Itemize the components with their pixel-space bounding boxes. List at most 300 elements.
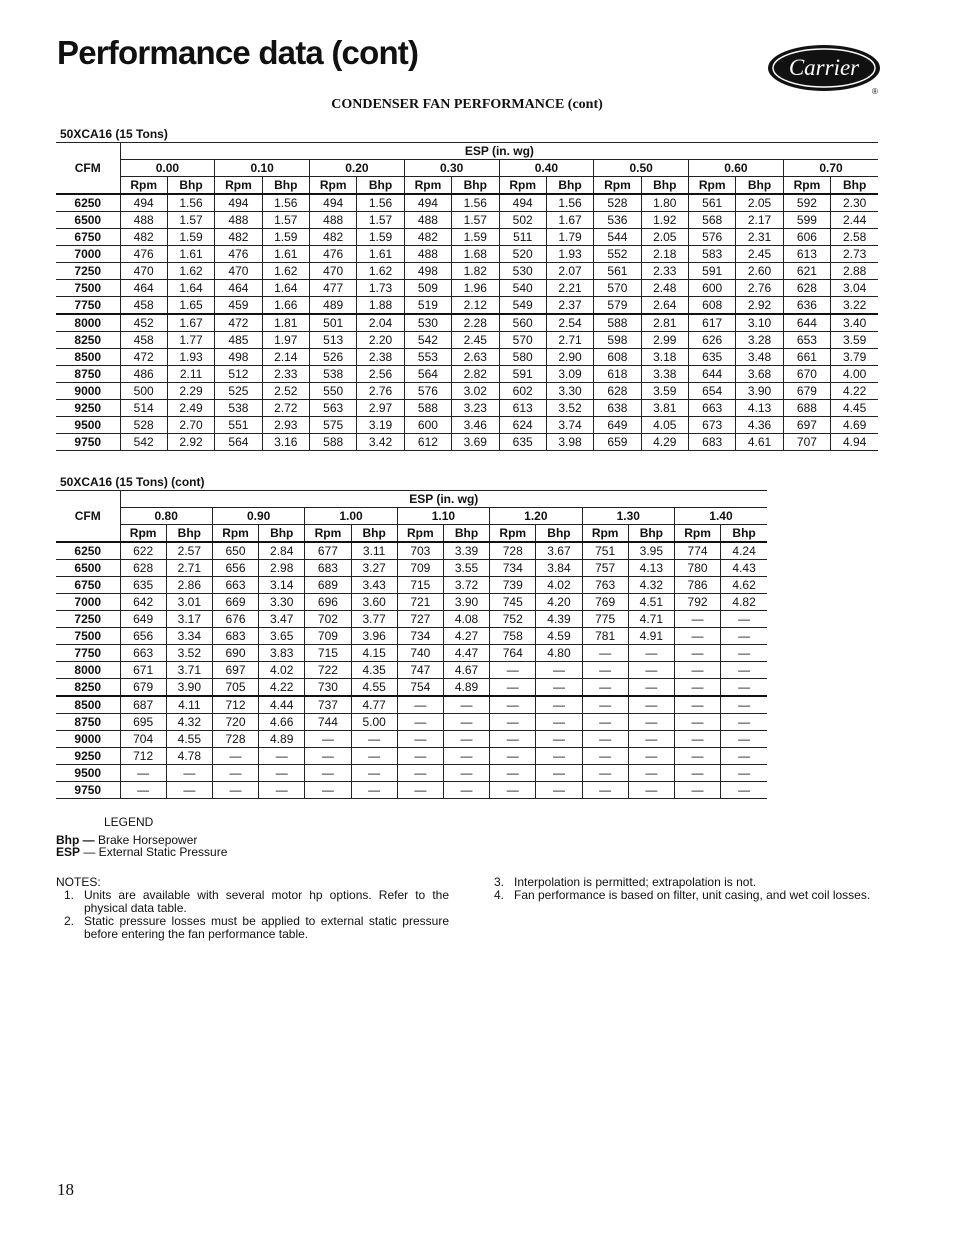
rpm-cell: 591 xyxy=(499,366,546,383)
rpm-cell: 570 xyxy=(594,280,641,297)
rpm-cell: 498 xyxy=(404,263,451,280)
rpm-header: Rpm xyxy=(689,177,736,195)
bhp-cell: 2.88 xyxy=(831,263,879,280)
bhp-cell: 3.47 xyxy=(259,611,305,628)
rpm-cell: 671 xyxy=(120,662,166,679)
rpm-cell: 561 xyxy=(594,263,641,280)
bhp-cell: 4.45 xyxy=(831,400,879,417)
rpm-cell: 775 xyxy=(582,611,628,628)
rpm-cell: 697 xyxy=(212,662,258,679)
rpm-cell: 552 xyxy=(594,246,641,263)
bhp-cell: 3.30 xyxy=(259,594,305,611)
bhp-cell: 2.45 xyxy=(736,246,783,263)
bhp-cell: 2.86 xyxy=(166,577,212,594)
rpm-cell: — xyxy=(674,662,720,679)
rpm-cell: 737 xyxy=(305,696,351,714)
rpm-cell: 489 xyxy=(310,297,357,315)
rpm-cell: 482 xyxy=(404,229,451,246)
rpm-cell: 739 xyxy=(490,577,536,594)
rpm-cell: 494 xyxy=(120,194,167,212)
fan-performance-table-1 xyxy=(56,126,878,451)
cfm-cell: 8750 xyxy=(56,366,120,383)
bhp-cell: 1.56 xyxy=(262,194,309,212)
bhp-cell: 4.66 xyxy=(259,714,305,731)
bhp-cell: 4.32 xyxy=(628,577,674,594)
esp-value-header: 0.80 xyxy=(120,508,212,525)
rpm-cell: 644 xyxy=(689,366,736,383)
rpm-cell: 476 xyxy=(120,246,167,263)
rpm-header: Rpm xyxy=(305,525,351,543)
bhp-cell: — xyxy=(721,662,767,679)
rpm-header: Rpm xyxy=(594,177,641,195)
bhp-header: Bhp xyxy=(641,177,688,195)
cfm-cell: 6500 xyxy=(56,560,120,577)
bhp-cell: 2.93 xyxy=(262,417,309,434)
rpm-cell: 568 xyxy=(689,212,736,229)
rpm-cell: 472 xyxy=(120,349,167,366)
bhp-cell: 1.62 xyxy=(262,263,309,280)
rpm-cell: 704 xyxy=(120,731,166,748)
bhp-cell: — xyxy=(628,679,674,697)
bhp-cell: 4.71 xyxy=(628,611,674,628)
rpm-cell: 588 xyxy=(404,400,451,417)
bhp-cell: 3.74 xyxy=(546,417,593,434)
rpm-cell: — xyxy=(582,782,628,799)
rpm-header: Rpm xyxy=(215,177,262,195)
bhp-cell: 4.15 xyxy=(351,645,397,662)
bhp-cell: 2.72 xyxy=(262,400,309,417)
cfm-cell: 9250 xyxy=(56,748,120,765)
rpm-cell: 519 xyxy=(404,297,451,315)
rpm-cell: 458 xyxy=(120,297,167,315)
rpm-cell: 580 xyxy=(499,349,546,366)
rpm-cell: 542 xyxy=(120,434,167,451)
rpm-cell: — xyxy=(490,765,536,782)
cfm-cell: 7000 xyxy=(56,594,120,611)
bhp-cell: 1.77 xyxy=(167,332,214,349)
bhp-cell: 4.11 xyxy=(166,696,212,714)
bhp-header: Bhp xyxy=(736,177,783,195)
rpm-cell: 561 xyxy=(689,194,736,212)
bhp-cell: 3.09 xyxy=(546,366,593,383)
bhp-cell: — xyxy=(166,782,212,799)
rpm-cell: — xyxy=(490,748,536,765)
bhp-cell: 4.02 xyxy=(259,662,305,679)
rpm-cell: 520 xyxy=(499,246,546,263)
bhp-cell: — xyxy=(721,731,767,748)
esp-value-header: 1.10 xyxy=(397,508,489,525)
bhp-header: Bhp xyxy=(167,177,214,195)
bhp-cell: — xyxy=(721,628,767,645)
bhp-cell: 1.62 xyxy=(357,263,404,280)
rpm-cell: — xyxy=(674,714,720,731)
rpm-cell: 538 xyxy=(215,400,262,417)
bhp-cell: 1.64 xyxy=(167,280,214,297)
bhp-cell: — xyxy=(721,748,767,765)
bhp-cell: 1.59 xyxy=(167,229,214,246)
bhp-cell: 3.68 xyxy=(736,366,783,383)
rpm-cell: 644 xyxy=(783,314,830,332)
bhp-cell: 1.68 xyxy=(452,246,499,263)
bhp-cell: 2.52 xyxy=(262,383,309,400)
esp-value-header: 0.60 xyxy=(689,160,784,177)
bhp-cell: 4.67 xyxy=(443,662,489,679)
rpm-cell: 780 xyxy=(674,560,720,577)
bhp-cell: 2.99 xyxy=(641,332,688,349)
bhp-cell: 3.38 xyxy=(641,366,688,383)
rpm-cell: 687 xyxy=(120,696,166,714)
bhp-cell: 4.82 xyxy=(721,594,767,611)
bhp-cell: 1.56 xyxy=(167,194,214,212)
rpm-cell: 588 xyxy=(310,434,357,451)
rpm-cell: 754 xyxy=(397,679,443,697)
rpm-cell: — xyxy=(212,748,258,765)
rpm-cell: 530 xyxy=(404,314,451,332)
table-row xyxy=(56,542,767,560)
bhp-cell: 2.17 xyxy=(736,212,783,229)
bhp-cell: — xyxy=(721,611,767,628)
bhp-cell: 3.22 xyxy=(831,297,879,315)
bhp-cell: 1.88 xyxy=(357,297,404,315)
bhp-cell: — xyxy=(536,782,582,799)
cfm-cell: 9250 xyxy=(56,400,120,417)
rpm-cell: 592 xyxy=(783,194,830,212)
rpm-cell: 722 xyxy=(305,662,351,679)
bhp-cell: 2.29 xyxy=(167,383,214,400)
rpm-cell: 488 xyxy=(404,212,451,229)
table-row xyxy=(56,662,767,679)
bhp-cell: 4.59 xyxy=(536,628,582,645)
bhp-cell: 3.28 xyxy=(736,332,783,349)
bhp-cell: 3.17 xyxy=(166,611,212,628)
bhp-cell: 4.13 xyxy=(736,400,783,417)
bhp-cell: 1.81 xyxy=(262,314,309,332)
bhp-cell: 3.19 xyxy=(357,417,404,434)
bhp-cell: 4.77 xyxy=(351,696,397,714)
cfm-cell: 8500 xyxy=(56,349,120,366)
rpm-cell: — xyxy=(674,611,720,628)
table-row xyxy=(56,212,878,229)
esp-value-header: 1.00 xyxy=(305,508,397,525)
rpm-cell: — xyxy=(674,696,720,714)
rpm-cell: 663 xyxy=(212,577,258,594)
bhp-cell: 3.39 xyxy=(443,542,489,560)
bhp-cell: 2.28 xyxy=(452,314,499,332)
rpm-cell: 458 xyxy=(120,332,167,349)
bhp-cell: — xyxy=(351,782,397,799)
bhp-cell: — xyxy=(536,765,582,782)
bhp-cell: — xyxy=(721,696,767,714)
bhp-cell: 4.13 xyxy=(628,560,674,577)
rpm-cell: — xyxy=(490,782,536,799)
bhp-cell: 1.59 xyxy=(357,229,404,246)
rpm-cell: 642 xyxy=(120,594,166,611)
bhp-cell: — xyxy=(259,748,305,765)
bhp-cell: 2.14 xyxy=(262,349,309,366)
bhp-cell: 1.96 xyxy=(452,280,499,297)
cfm-cell: 7000 xyxy=(56,246,120,263)
rpm-cell: 751 xyxy=(582,542,628,560)
bhp-cell: 4.80 xyxy=(536,645,582,662)
note-item xyxy=(56,889,449,915)
rpm-cell: 488 xyxy=(310,212,357,229)
bhp-cell: 1.57 xyxy=(452,212,499,229)
bhp-cell: 1.64 xyxy=(262,280,309,297)
rpm-cell: 715 xyxy=(305,645,351,662)
table-row xyxy=(56,748,767,765)
bhp-cell: 3.46 xyxy=(452,417,499,434)
rpm-cell: 591 xyxy=(689,263,736,280)
esp-value-header: 1.30 xyxy=(582,508,674,525)
table-row xyxy=(56,714,767,731)
rpm-cell: 635 xyxy=(499,434,546,451)
rpm-cell: — xyxy=(674,679,720,697)
bhp-cell: 1.61 xyxy=(357,246,404,263)
rpm-cell: 757 xyxy=(582,560,628,577)
bhp-cell: 2.38 xyxy=(357,349,404,366)
rpm-cell: 712 xyxy=(120,748,166,765)
model-label: 50XCA16 (15 Tons) (cont) xyxy=(56,474,767,491)
bhp-cell: 4.89 xyxy=(443,679,489,697)
bhp-cell: — xyxy=(721,765,767,782)
bhp-cell: 4.61 xyxy=(736,434,783,451)
rpm-cell: 485 xyxy=(215,332,262,349)
bhp-cell: — xyxy=(628,731,674,748)
rpm-cell: 649 xyxy=(594,417,641,434)
rpm-cell: 656 xyxy=(120,628,166,645)
rpm-cell: 600 xyxy=(404,417,451,434)
table-row xyxy=(56,280,878,297)
bhp-cell: 1.61 xyxy=(167,246,214,263)
rpm-cell: — xyxy=(397,696,443,714)
bhp-cell: 3.30 xyxy=(546,383,593,400)
bhp-cell: 4.43 xyxy=(721,560,767,577)
rpm-cell: — xyxy=(582,645,628,662)
bhp-cell: 2.76 xyxy=(357,383,404,400)
bhp-header: Bhp xyxy=(546,177,593,195)
bhp-cell: 2.33 xyxy=(641,263,688,280)
model-row xyxy=(56,126,878,143)
bhp-cell: — xyxy=(536,696,582,714)
rpm-cell: — xyxy=(397,782,443,799)
bhp-cell: — xyxy=(259,765,305,782)
rpm-cell: 542 xyxy=(404,332,451,349)
table-row xyxy=(56,679,767,697)
rpm-cell: — xyxy=(305,782,351,799)
esp-value-header: 1.40 xyxy=(674,508,767,525)
rpm-cell: — xyxy=(397,748,443,765)
bhp-cell: 2.45 xyxy=(452,332,499,349)
bhp-cell: — xyxy=(628,765,674,782)
rpm-cell: 512 xyxy=(215,366,262,383)
bhp-cell: 4.24 xyxy=(721,542,767,560)
cfm-cell: 7750 xyxy=(56,297,120,315)
rpm-header: Rpm xyxy=(783,177,830,195)
cfm-cell: 8250 xyxy=(56,679,120,697)
rpm-cell: 628 xyxy=(120,560,166,577)
rpm-cell: 488 xyxy=(120,212,167,229)
rpm-cell: — xyxy=(305,731,351,748)
rpm-cell: 452 xyxy=(120,314,167,332)
bhp-cell: 1.93 xyxy=(167,349,214,366)
rpm-cell: 494 xyxy=(310,194,357,212)
rpm-cell: 709 xyxy=(397,560,443,577)
rpm-cell: 683 xyxy=(212,628,258,645)
rpm-cell: 621 xyxy=(783,263,830,280)
rpm-cell: 602 xyxy=(499,383,546,400)
esp-header-row xyxy=(56,491,767,508)
rpm-cell: — xyxy=(120,765,166,782)
rpm-cell: 575 xyxy=(310,417,357,434)
table-row xyxy=(56,383,878,400)
rpm-cell: 564 xyxy=(404,366,451,383)
rpm-cell: — xyxy=(305,748,351,765)
note-item xyxy=(56,915,449,941)
rpm-cell: 676 xyxy=(212,611,258,628)
bhp-cell: 1.66 xyxy=(262,297,309,315)
bhp-cell: 2.05 xyxy=(736,194,783,212)
bhp-header: Bhp xyxy=(259,525,305,543)
rpm-cell: 688 xyxy=(783,400,830,417)
rpm-cell: 663 xyxy=(120,645,166,662)
rpm-cell: 511 xyxy=(499,229,546,246)
bhp-cell: 4.36 xyxy=(736,417,783,434)
esp-header: ESP (in. wg) xyxy=(120,491,767,508)
bhp-cell: 2.92 xyxy=(736,297,783,315)
rpm-cell: 494 xyxy=(499,194,546,212)
bhp-header: Bhp xyxy=(831,177,879,195)
rpm-cell: 734 xyxy=(490,560,536,577)
bhp-cell: — xyxy=(443,696,489,714)
rpm-cell: 677 xyxy=(305,542,351,560)
rpm-cell: 653 xyxy=(783,332,830,349)
bhp-cell: 3.69 xyxy=(452,434,499,451)
bhp-cell: 2.31 xyxy=(736,229,783,246)
rpm-cell: 525 xyxy=(215,383,262,400)
bhp-cell: — xyxy=(628,782,674,799)
rpm-cell: 730 xyxy=(305,679,351,697)
rpm-cell: 551 xyxy=(215,417,262,434)
bhp-cell: 2.54 xyxy=(546,314,593,332)
cfm-header: CFM xyxy=(56,491,120,543)
bhp-cell: 3.60 xyxy=(351,594,397,611)
bhp-cell: 3.04 xyxy=(831,280,879,297)
bhp-cell: 2.90 xyxy=(546,349,593,366)
bhp-cell: 4.44 xyxy=(259,696,305,714)
rpm-cell: 635 xyxy=(120,577,166,594)
bhp-cell: 2.70 xyxy=(167,417,214,434)
rpm-cell: 683 xyxy=(689,434,736,451)
rpm-cell: — xyxy=(582,714,628,731)
bhp-cell: 2.58 xyxy=(831,229,879,246)
bhp-cell: — xyxy=(628,748,674,765)
table-row xyxy=(56,434,878,451)
fan-performance-table-2 xyxy=(56,474,767,799)
rpm-cell: 476 xyxy=(215,246,262,263)
rpm-cell: — xyxy=(490,679,536,697)
rpm-cell: 600 xyxy=(689,280,736,297)
rpm-cell: 695 xyxy=(120,714,166,731)
sub-header-row xyxy=(56,177,878,195)
bhp-cell: 2.11 xyxy=(167,366,214,383)
rpm-cell: — xyxy=(582,765,628,782)
rpm-cell: 628 xyxy=(594,383,641,400)
rpm-cell: — xyxy=(397,731,443,748)
rpm-cell: 470 xyxy=(120,263,167,280)
bhp-cell: 3.84 xyxy=(536,560,582,577)
cfm-cell: 9500 xyxy=(56,417,120,434)
bhp-cell: 3.43 xyxy=(351,577,397,594)
rpm-cell: 769 xyxy=(582,594,628,611)
rpm-header: Rpm xyxy=(674,525,720,543)
bhp-cell: — xyxy=(721,782,767,799)
bhp-cell: 3.81 xyxy=(641,400,688,417)
rpm-cell: 608 xyxy=(594,349,641,366)
table-row xyxy=(56,349,878,366)
rpm-cell: — xyxy=(582,679,628,697)
bhp-cell: 3.90 xyxy=(443,594,489,611)
rpm-cell: 598 xyxy=(594,332,641,349)
table-row xyxy=(56,263,878,280)
page-title: Performance data (cont) xyxy=(57,34,419,71)
bhp-cell: 2.92 xyxy=(167,434,214,451)
bhp-header: Bhp xyxy=(357,177,404,195)
bhp-cell: — xyxy=(351,765,397,782)
bhp-cell: 1.92 xyxy=(641,212,688,229)
rpm-cell: 679 xyxy=(783,383,830,400)
bhp-cell: 4.20 xyxy=(536,594,582,611)
rpm-header: Rpm xyxy=(582,525,628,543)
rpm-cell: 540 xyxy=(499,280,546,297)
bhp-cell: 2.44 xyxy=(831,212,879,229)
rpm-cell: 564 xyxy=(215,434,262,451)
legend-abbr: Bhp — xyxy=(56,833,95,847)
rpm-cell: 576 xyxy=(404,383,451,400)
rpm-header: Rpm xyxy=(310,177,357,195)
rpm-cell: 728 xyxy=(490,542,536,560)
rpm-cell: — xyxy=(674,782,720,799)
rpm-cell: — xyxy=(674,628,720,645)
table-row xyxy=(56,731,767,748)
rpm-cell: 763 xyxy=(582,577,628,594)
bhp-cell: 4.29 xyxy=(641,434,688,451)
bhp-cell: 3.65 xyxy=(259,628,305,645)
bhp-cell: 2.21 xyxy=(546,280,593,297)
notes-right xyxy=(486,876,879,902)
rpm-cell: 488 xyxy=(215,212,262,229)
bhp-cell: 3.72 xyxy=(443,577,489,594)
bhp-cell: 3.52 xyxy=(546,400,593,417)
rpm-cell: 635 xyxy=(689,349,736,366)
legend-item-esp xyxy=(56,846,227,858)
bhp-cell: 1.82 xyxy=(452,263,499,280)
bhp-cell: 3.59 xyxy=(641,383,688,400)
bhp-cell: 1.67 xyxy=(167,314,214,332)
rpm-cell: 703 xyxy=(397,542,443,560)
rpm-cell: 663 xyxy=(689,400,736,417)
bhp-cell: — xyxy=(536,731,582,748)
bhp-cell: 2.12 xyxy=(452,297,499,315)
rpm-cell: — xyxy=(490,731,536,748)
table-row xyxy=(56,314,878,332)
bhp-cell: 2.04 xyxy=(357,314,404,332)
rpm-header: Rpm xyxy=(397,525,443,543)
cfm-cell: 9000 xyxy=(56,383,120,400)
note-number: 2. xyxy=(64,914,75,928)
bhp-cell: 1.80 xyxy=(641,194,688,212)
bhp-cell: — xyxy=(721,679,767,697)
rpm-cell: 583 xyxy=(689,246,736,263)
